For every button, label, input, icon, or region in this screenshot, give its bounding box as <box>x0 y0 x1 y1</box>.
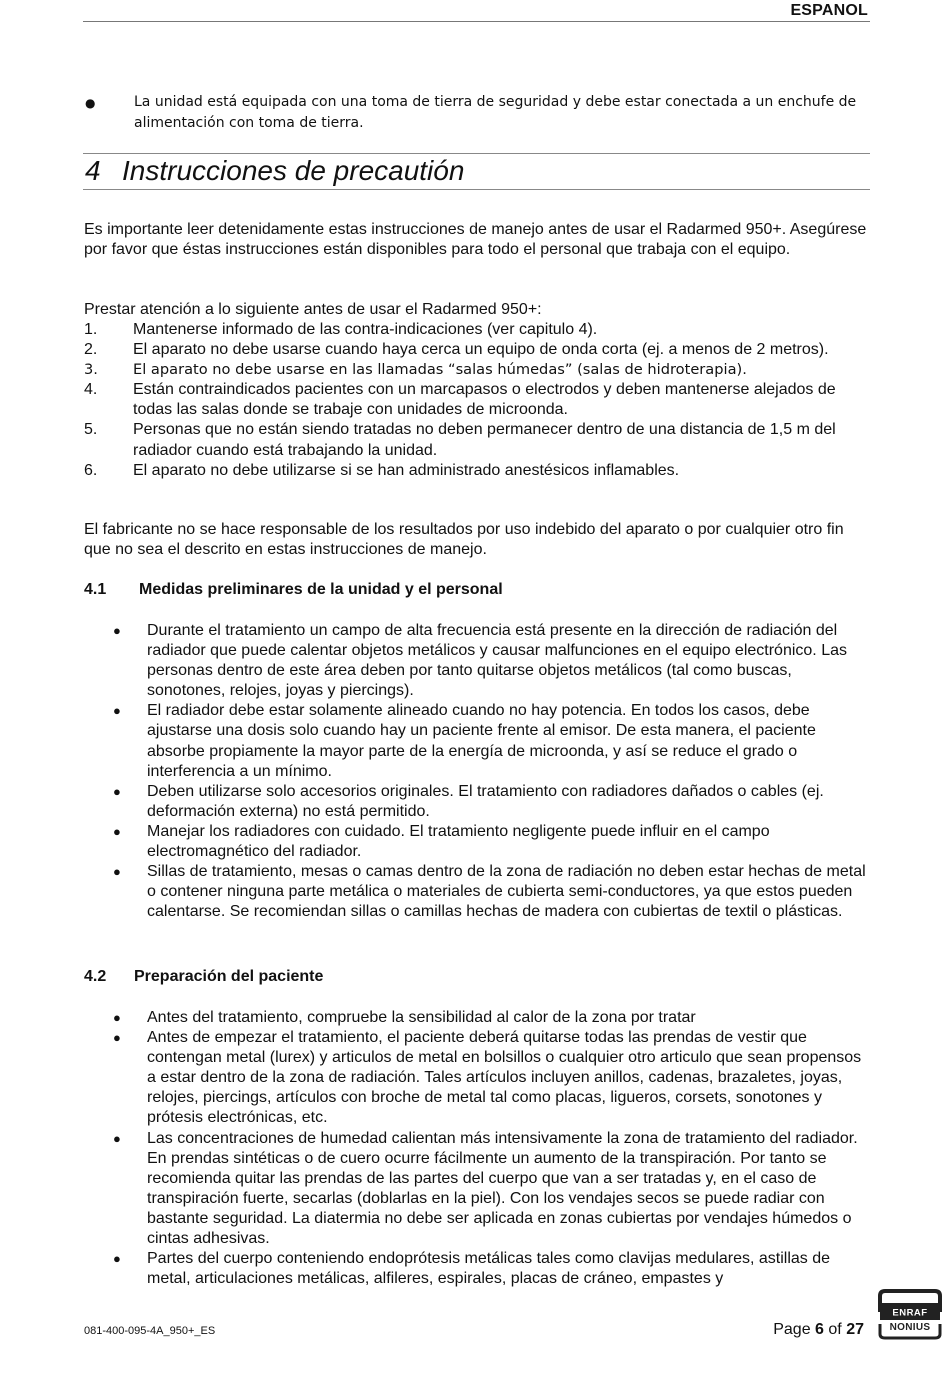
list-item-text: Antes de empezar el tratamiento, el paciente deberá quitarse todas las prendas de vestir que contengan metal (lurex) y articulos de metal en bolsillos o cualquier otro articulo que sean propensos a estar dentro de la zona de radiación. Tales artículos incluyen anillos, cadenas, brazaletes, joyas, relojes, piercings, artículos con broche de metal tal como placas, ligueros, corsets, sonotones y prótesis electrónicas, etc. <box>147 1029 862 1127</box>
list-item-text: Partes del cuerpo conteniendo endoprótesis metálicas tales como clavijas medulares, astillas de metal, articulaciones metálicas, alfileres, espirales, placas de cráneo, empastes y <box>147 1250 831 1288</box>
item-number: 3. <box>84 361 98 379</box>
safety-bullet-text: La unidad está equipada con una toma de tierra de seguridad y debe estar conectada a un enchufe de alimentación con toma de tierra. <box>134 94 857 131</box>
item-text: El aparato no debe utilizarse si se han administrado anestésicos inflamables. <box>133 461 680 479</box>
bullet-dot: ● <box>113 1251 121 1267</box>
bullet-dot: ● <box>113 703 121 719</box>
list-item <box>113 1249 873 1289</box>
attention-item <box>84 320 869 340</box>
preliminary-measures-list <box>113 621 873 922</box>
document-code: 081-400-095-4A_950+_ES <box>84 1325 216 1337</box>
list-item <box>113 701 873 781</box>
section-rule-bottom <box>83 189 870 190</box>
attention-list <box>84 320 869 481</box>
section-heading <box>85 153 464 189</box>
logo-line-1: ENRAF <box>892 1307 928 1319</box>
list-item <box>113 782 873 822</box>
bullet-dot: ● <box>113 864 121 880</box>
item-text: El aparato no debe usarse cuando haya cerca un equipo de onda corta (ej. a menos de 2 metros). <box>133 341 829 359</box>
page-indicator <box>773 1321 864 1339</box>
subsection-title: Preparación del paciente <box>134 968 324 985</box>
bullet-dot: ● <box>113 823 121 839</box>
attention-item <box>84 340 869 360</box>
patient-preparation-list <box>113 1008 873 1289</box>
item-number: 2. <box>84 341 98 359</box>
list-item <box>113 1129 873 1250</box>
header-rule <box>83 21 870 22</box>
item-number: 6. <box>84 461 98 479</box>
attention-item <box>84 380 869 420</box>
page-label: Page <box>773 1321 811 1338</box>
intro-paragraph: Es importante leer detenidamente estas instrucciones de manejo antes de usar el Radarmed 950+. Asegúrese por favor que éstas instrucciones están disponibles para todo el personal que trabaja con el equipo. <box>84 221 867 259</box>
of-label: of <box>828 1321 842 1338</box>
page-number: 6 <box>815 1321 824 1338</box>
bullet-dot: ● <box>113 783 121 799</box>
item-text: Mantenerse informado de las contra-indicaciones (ver capitulo 4). <box>133 321 598 338</box>
subsection-heading-4-1 <box>84 580 503 600</box>
list-item-text: Durante el tratamiento un campo de alta frecuencia está presente en la dirección de radiación del radiador que puede calentar objetos metálicos y causar malfunciones en el equipo electrónico. Las personas dentro de este área deben por tanto quitarse objetos metálicos (tal como buscas, sonotones, relojes, joyas y piercings). <box>147 622 847 700</box>
enraf-nonius-logo <box>877 1288 943 1340</box>
item-text: Personas que no están siendo tratadas no deben permanecer dentro de una distancia de 1,5 m del radiador cuando está trabajando la unidad. <box>133 421 836 459</box>
list-item-text: Deben utilizarse solo accesorios originales. El tratamiento con radiadores dañados o cables (ej. deformación externa) no está permitido. <box>147 782 824 820</box>
logo-line-2: NONIUS <box>889 1322 931 1333</box>
subsection-heading-4-2 <box>84 967 323 987</box>
item-text: Están contraindicados pacientes con un marcapasos o electrodos y deben mantenerse alejados de todas las salas donde se trabaje con unidades de microonda. <box>133 381 836 419</box>
list-item <box>113 862 873 922</box>
attention-lead: Prestar atención a lo siguiente antes de usar el Radarmed 950+: <box>84 301 542 318</box>
list-item-text: Antes del tratamiento, compruebe la sensibilidad al calor de la zona por tratar <box>147 1009 696 1026</box>
item-number: 5. <box>84 421 98 439</box>
page-total: 27 <box>846 1321 864 1338</box>
bullet-dot: ● <box>85 96 96 110</box>
header-language: ESPANOL <box>790 2 868 19</box>
subsection-number: 4.1 <box>84 581 107 598</box>
bullet-dot: ● <box>113 1130 121 1146</box>
list-item <box>113 621 873 701</box>
list-item <box>113 1028 873 1128</box>
bullet-dot: ● <box>113 1030 121 1046</box>
list-item-text: Las concentraciones de humedad calientan más intensivamente la zona de tratamiento del radiador. En prendas sintéticas o de cuero ocurre fácilmente un aumento de la transpiración. Por tanto se recomienda quitar las prendas de las partes del cuerpo que van a ser tratadas y, en el caso de transpiración fuerte, secarlas (doblarlas en la piel). Con los vendajes secos se puede radiar con bastante seguridad. La diatermia no debe ser aplicada en zonas cubiertas por vendajes húmedos o cintas adhesivas. <box>147 1129 858 1248</box>
list-item-text: Sillas de tratamiento, mesas o camas dentro de la zona de radiación no deben estar hechas de metal o contener ninguna parte metálica o materiales de cubierta semi-conductores, ya que estos pueden calentarse. Se recomiendan sillas o camillas hechas de madera con cubiertas de textil o plásticas. <box>147 863 866 921</box>
list-item <box>113 822 873 862</box>
section-number: 4 <box>85 155 101 186</box>
list-item <box>113 1008 873 1028</box>
section-title: Instrucciones de precautión <box>122 155 465 186</box>
item-number: 4. <box>84 381 98 399</box>
bullet-dot: ● <box>113 1010 121 1025</box>
attention-item <box>84 461 869 481</box>
subsection-number: 4.2 <box>84 968 107 985</box>
item-text: El aparato no debe usarse en las llamadas “salas húmedas” (salas de hidroterapia). <box>133 361 747 379</box>
subsection-title: Medidas preliminares de la unidad y el personal <box>139 581 503 598</box>
attention-item <box>84 420 869 460</box>
bullet-dot: ● <box>113 623 121 638</box>
disclaimer-paragraph: El fabricante no se hace responsable de los resultados por uso indebido del aparato o por cualquier otro fin que no sea el descrito en estas instrucciones de manejo. <box>84 521 844 559</box>
list-item-text: El radiador debe estar solamente alineado cuando no hay potencia. En todos los casos, debe ajustarse una dosis solo cuando hay un paciente frente al emisor. De esta manera, el paciente absorbe propiamente la mayor parte de la energía de microonda, y así se reduce el grado o interferencia a un mínimo. <box>147 702 816 780</box>
list-item-text: Manejar los radiadores con cuidado. El tratamiento negligente puede influir en el campo electromagnético del radiador. <box>147 822 770 861</box>
item-number: 1. <box>84 321 98 338</box>
attention-item <box>84 360 869 380</box>
